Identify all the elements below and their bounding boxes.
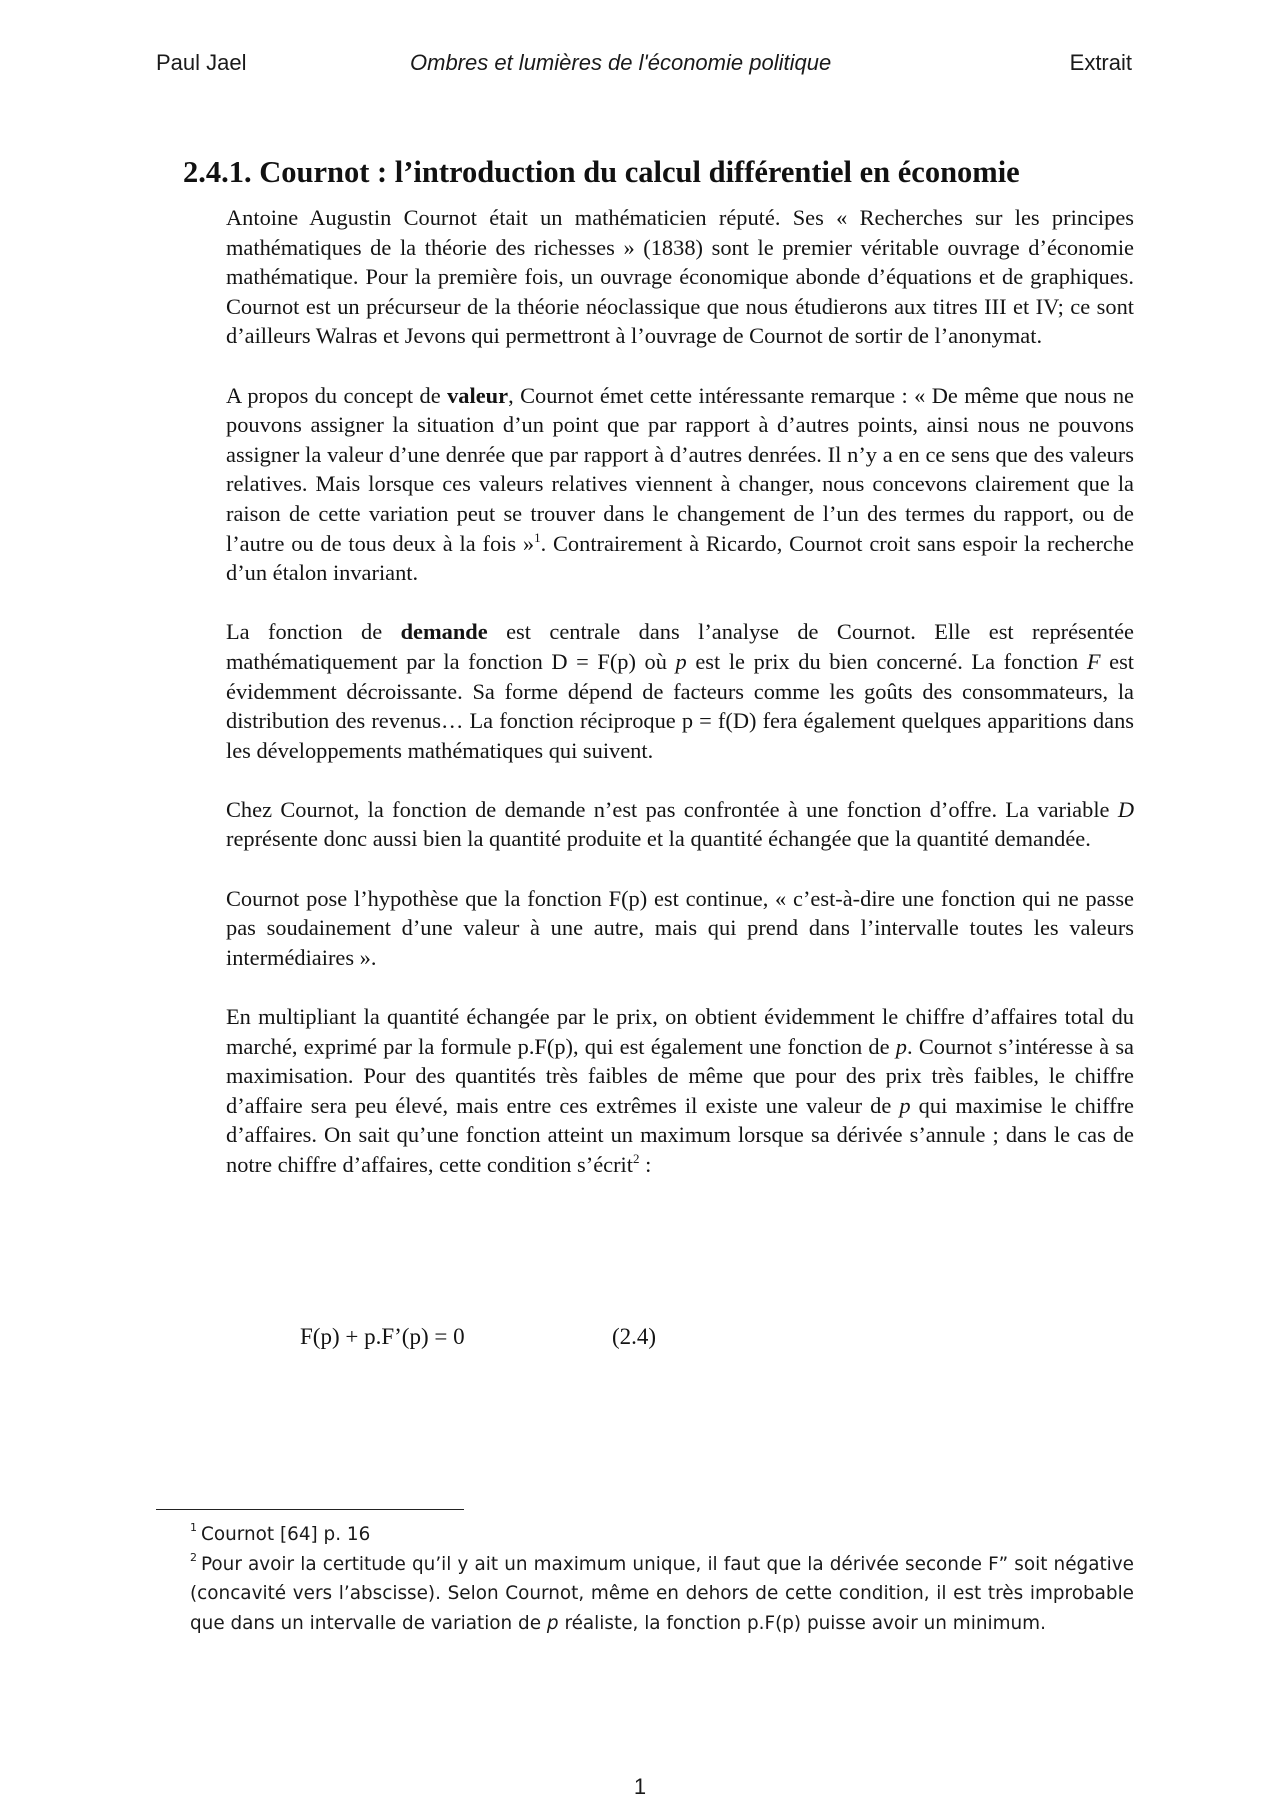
body-text	[226, 203, 1134, 1180]
equation-formula: F(p) + p.F’(p) = 0	[300, 1324, 465, 1349]
footnotes	[190, 1520, 1134, 1638]
paragraph-demande-text: est centrale dans l’analyse de Cournot. Elle est représentée mathématiquement par la fonction D = F(p) où	[226, 619, 1134, 674]
paragraph-offre	[226, 795, 1134, 854]
paragraph-valeur-text: A propos du concept de	[226, 382, 448, 408]
paragraph-valeur-quote: , Cournot émet cette intéressante remarque : « De même que nous ne pouvons assigner la situation d’un point que par rapport à d’autres points, ainsi nous ne pouvons assigner la valeur d’une denrée que par rapport à d’autres denrées. Il n’y a en ce sens que des valeurs relatives. Mais lorsque ces valeurs relatives viennent à changer, nous concevons clairement que la raison de cette variation peut se trouver dans le changement de l’un des termes du rapport, ou de l’autre ou de tous deux à la fois »	[226, 382, 1134, 556]
var-D: D	[1117, 796, 1134, 822]
section-title: 2.4.1. Cournot : l’introduction du calcul différentiel en économie	[183, 155, 1020, 189]
equation-2-4	[300, 1324, 800, 1356]
var-p: p	[546, 1612, 559, 1634]
page-number: 1	[633, 1774, 647, 1799]
paragraph-valeur	[226, 381, 1134, 588]
paragraph-maximisation	[226, 1002, 1134, 1180]
footnote-separator	[156, 1509, 464, 1510]
footnote-2	[190, 1550, 1134, 1639]
term-valeur: valeur	[447, 382, 509, 408]
paragraph-continuite-text: Cournot pose l’hypothèse que la fonction F(p) est continue, « c’est-à-dire une fonction qui ne passe pas soudainement d’une valeur à une autre, mais qui prend dans l’intervalle toutes les valeurs intermédiaires ».	[226, 885, 1134, 970]
paragraph-intro	[226, 203, 1134, 351]
footnote-1-text: Cournot [64] p. 16	[201, 1524, 371, 1545]
paragraph-intro-text: Antoine Augustin Cournot était un mathématicien réputé. Ses « Recherches sur les principes mathématiques de la théorie des richesses » (1838) sont le premier véritable ouvrage d’économie mathématique. Pour la première fois, un ouvrage économique abonde d’équations et de graphiques. Cournot est un précurseur de la théorie néoclassique que nous étudierons aux titres III et IV; ce sont d’ailleurs Walras et Jevons qui permettront à l’ouvrage de Cournot de sortir de l’anonymat.	[226, 205, 1134, 349]
paragraph-maximisation-text: qui maximise le chiffre d’affaires. On sait qu’une fonction atteint un maximum lorsque sa dérivée s’annule ; dans le cas de notre chiffre d’affaires, cette condition s’écrit	[226, 1092, 1134, 1177]
paragraph-maximisation-text: En multipliant la quantité échangée par le prix, on obtient évidemment le chiffre d’affaires total du marché, exprimé par la formule p.F(p), qui est également une fonction de	[226, 1004, 1134, 1059]
paragraph-demande-text: est le prix du bien concerné. La fonction	[686, 648, 1087, 674]
paragraph-continuite	[226, 884, 1134, 973]
paragraph-maximisation-text: :	[639, 1152, 652, 1177]
footnote-2-text: Pour avoir la certitude qu’il y ait un maximum unique, il faut que la dérivée seconde F” soit négative (concavité vers l’abscisse). Selon Cournot, même en dehors de cette condition, il est très improbable que dans un intervalle de variation de	[190, 1553, 1134, 1634]
footnote-ref-2[interactable]: 2	[633, 1151, 640, 1166]
footnote-marker-2: 2	[190, 1550, 197, 1564]
paragraph-maximisation-text: . Cournot s’intéresse à sa maximisation. Pour des quantités très faibles de même que pour des prix très faibles, le chiffre d’affaire sera peu élevé, mais entre ces extrêmes il existe une valeur de	[226, 1033, 1134, 1118]
term-demande: demande	[400, 619, 488, 645]
paragraph-demande	[226, 617, 1134, 765]
paragraph-demande-text: La fonction de	[226, 619, 401, 645]
var-F: F	[1086, 648, 1101, 674]
equation-number: (2.4)	[612, 1324, 657, 1349]
paragraph-offre-text: représente donc aussi bien la quantité produite et la quantité échangée que la quantité demandée.	[226, 826, 1091, 852]
var-p: p	[895, 1033, 907, 1059]
header-author: Paul Jael	[156, 50, 247, 75]
footnote-marker-1: 1	[190, 1521, 197, 1534]
var-p: p	[899, 1092, 911, 1118]
var-p: p	[675, 648, 687, 674]
footnote-1	[190, 1520, 1134, 1550]
paragraph-valeur-end: . Contrairement à Ricardo, Cournot croit sans espoir la recherche d’un étalon invariant.	[226, 530, 1134, 586]
paragraph-demande-text: est évidemment décroissante. Sa forme dépend de facteurs comme les goûts des consommateurs, la distribution des revenus… La fonction réciproque p = f(D) fera également quelques apparitions dans les développements mathématiques qui suivent.	[226, 648, 1135, 763]
header-label: Extrait	[1069, 50, 1132, 75]
header-book-title: Ombres et lumières de l'économie politique	[410, 50, 832, 75]
paragraph-offre-text: Chez Cournot, la fonction de demande n’est pas confrontée à une fonction d’offre. La variable	[226, 796, 1118, 822]
footnote-2-text: réaliste, la fonction p.F(p) puisse avoir un minimum.	[558, 1612, 1046, 1634]
page-header	[156, 50, 1132, 78]
footnote-ref-1[interactable]: 1	[534, 529, 541, 545]
